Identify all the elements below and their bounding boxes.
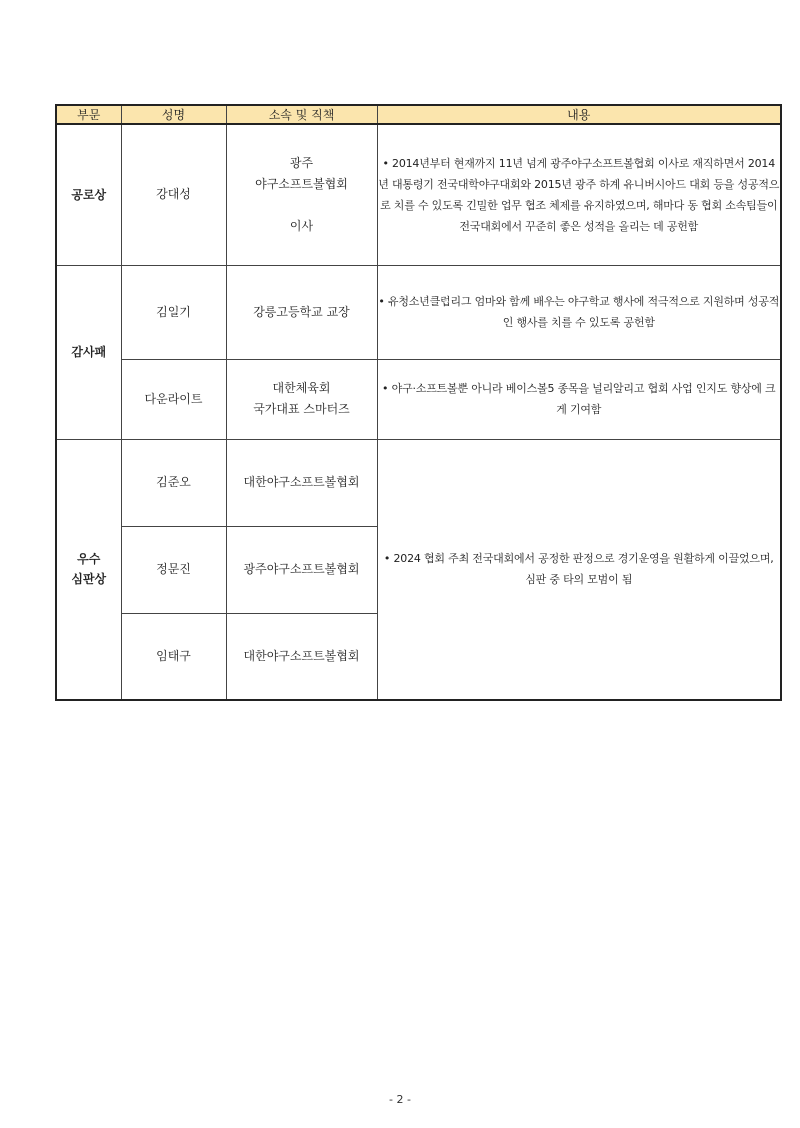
recipient-name: 정문진 <box>121 526 226 613</box>
award-description: • 야구·소프트볼뿐 아니라 베이스볼5 종목을 널리알리고 협회 사업 인지도 향상에 크게 기여함 <box>377 359 781 439</box>
award-description: • 유청소년클럽리그 엄마와 함께 배우는 야구학교 행사에 적극적으로 지원하며 성공적인 행사를 치를 수 있도록 공헌함 <box>377 265 781 359</box>
recipient-name: 김준오 <box>121 439 226 526</box>
affiliation-line: 국가대표 스마터즈 <box>253 402 350 416</box>
table-row <box>56 124 781 265</box>
category-line: 심판상 <box>71 572 107 587</box>
category-appreciation: 감사패 <box>56 265 121 439</box>
affiliation-line: 이사 <box>289 218 314 233</box>
header-category: 부문 <box>56 105 121 124</box>
category-line: 우수 <box>77 552 101 567</box>
header-row <box>56 105 781 124</box>
recipient-affiliation: 광주야구소프트볼협회 <box>226 526 377 613</box>
table-row <box>56 439 781 526</box>
category-referee <box>56 439 121 700</box>
header-name: 성명 <box>121 105 226 124</box>
recipient-affiliation <box>226 124 377 265</box>
table-row <box>56 359 781 439</box>
header-content: 내용 <box>377 105 781 124</box>
recipient-name: 김일기 <box>121 265 226 359</box>
award-description: • 2024 협회 주최 전국대회에서 공정한 판정으로 경기운영을 원활하게 이끌었으며, 심판 중 타의 모범이 됨 <box>377 439 781 700</box>
category-merit: 공로상 <box>56 124 121 265</box>
affiliation-line: 대한체육회 <box>272 381 331 395</box>
table-row <box>56 265 781 359</box>
recipient-name: 강대성 <box>121 124 226 265</box>
recipient-affiliation: 대한야구소프트볼협회 <box>226 439 377 526</box>
award-description: • 2014년부터 현재까지 11년 넘게 광주야구소프트볼협회 이사로 재직하면서 2014년 대통령기 전국대학야구대회와 2015년 광주 하계 유니버시아드 대회 등을 성공적으로 치를 수 있도록 긴밀한 업무 협조 체제를 유지하였으며, 해마다 동 협회 소속팀들이 전국대회에서 꾸준히 좋은 성적을 올리는 데 공헌함 <box>377 124 781 265</box>
affiliation-line: 광주 <box>289 155 314 170</box>
recipient-affiliation: 강릉고등학교 교장 <box>226 265 377 359</box>
affiliation-line: 야구소프트볼협회 <box>255 176 348 191</box>
spacer <box>227 195 377 216</box>
recipient-name: 다운라이트 <box>121 359 226 439</box>
awards-table <box>55 104 782 701</box>
page-number: - 2 - <box>389 1093 411 1106</box>
header-affiliation: 소속 및 직책 <box>226 105 377 124</box>
recipient-affiliation: 대한야구소프트볼협회 <box>226 613 377 700</box>
recipient-affiliation <box>226 359 377 439</box>
recipient-name: 임태구 <box>121 613 226 700</box>
